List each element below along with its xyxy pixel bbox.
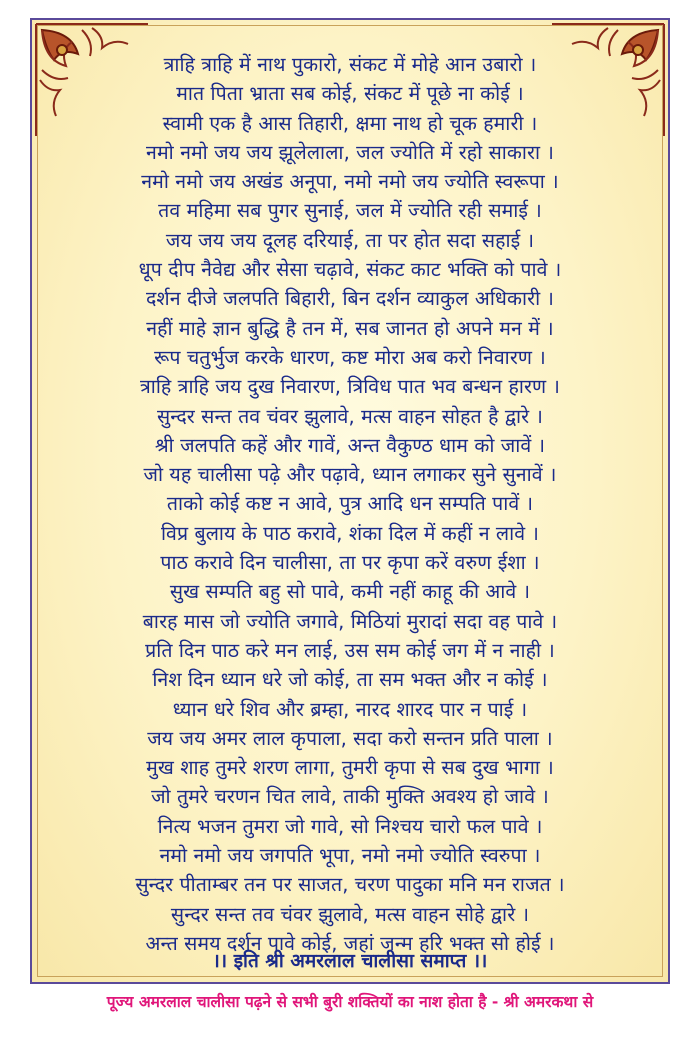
verse-line: सुन्दर पीताम्बर तन पर साजत, चरण पादुका मनि मन राजत । — [135, 873, 565, 897]
verse-line: धूप दीप नैवेद्य और सेसा चढ़ावे, संकट काट भक्ति को पावे । — [138, 258, 562, 282]
closing-line: ।। इति श्री अमरलाल चालीसा समाप्त ।। — [212, 950, 488, 972]
verse-line: सुख सम्पति बहु सो पावे, कमी नहीं काहू की आवे । — [169, 580, 531, 604]
verse-line: दर्शन दीजे जलपति बिहारी, बिन दर्शन व्याकुल अधिकारी । — [145, 287, 555, 311]
verse-line: जो तुमरे चरणन चित लावे, ताकी मुक्ति अवश्य हो जावे । — [151, 785, 549, 809]
verse-line: जो यह चालीसा पढ़े और पढ़ावे, ध्यान लगाकर सुने सुनावें । — [143, 463, 557, 487]
verse-line: अन्त समय दर्शन पावे कोई, जहां जन्म हरि भक्त सो होई । — [145, 931, 555, 955]
verse-line: मात पिता भ्राता सब कोई, संकट में पूछे ना कोई । — [176, 82, 524, 106]
verse-line: सुन्दर सन्त तव चंवर झुलावे, मत्स वाहन सोहे द्वारे । — [170, 902, 530, 926]
verse-line: श्री जलपति कहें और गावें, अन्त वैकुण्ठ धाम को जावें । — [154, 433, 546, 457]
chalisa-panel — [30, 18, 670, 984]
footer-note: पूज्य अमरलाल चालीसा पढ़ने से सभी बुरी शक्तियों का नाश होता है - श्री अमरकथा से — [106, 993, 594, 1011]
verse-line: जय जय जय दूलह दरियाई, ता पर होत सदा सहाई । — [165, 228, 535, 252]
verse-line: निश दिन ध्यान धरे जो कोई, ता सम भक्त और न कोई । — [152, 668, 548, 692]
verse-line: नहीं माहे ज्ञान बुद्धि है तन में, सब जानत हो अपने मन में । — [146, 316, 554, 340]
verse-line: नमो नमो जय जय झूलेलाला, जल ज्योति में रहो साकारा । — [146, 140, 554, 164]
verse-line: तव महिमा सब पुगर सुनाई, जल में ज्योति रही समाई । — [158, 199, 542, 223]
verse-line: जय जय अमर लाल कृपाला, सदा करो सन्तन प्रति पाला । — [147, 726, 553, 750]
verse-line: सुन्दर सन्त तव चंवर झुलावे, मत्स वाहन सोहत है द्वारे । — [156, 404, 544, 428]
verse-line: प्रति दिन पाठ करे मन लाई, उस सम कोई जग में न नाही । — [145, 638, 555, 662]
verse-line: ध्यान धरे शिव और ब्रम्हा, नारद शारद पार न पाई । — [172, 697, 528, 721]
verse-line: स्वामी एक है आस तिहारी, क्षमा नाथ हो चूक हमारी । — [162, 111, 538, 135]
verse-line: त्राहि त्राहि जय दुख निवारण, त्रिविध पात भव बन्धन हारण । — [139, 375, 561, 399]
verse-line: मुख शाह तुमरे शरण लागा, तुमरी कृपा से सब दुख भागा । — [146, 756, 554, 780]
verse-line: पाठ करावे दिन चालीसा, ता पर कृपा करें वरुण ईशा । — [160, 551, 540, 575]
verse-line: ताको कोई कष्ट न आवे, पुत्र आदि धन सम्पति पावें । — [166, 492, 534, 516]
verse-line: रूप चतुर्भुज करके धारण, कष्ट मोरा अब करो निवारण । — [154, 345, 546, 369]
verse-line: नित्य भजन तुमरा जो गावे, सो निश्चय चारो फल पावे । — [157, 814, 543, 838]
verse-list — [46, 50, 654, 958]
verse-line: त्राहि त्राहि में नाथ पुकारो, संकट में मोहे आन उबारो । — [163, 53, 537, 76]
verse-line: बारह मास जो ज्योति जगावे, मिठियां मुरादां सदा वह पावे । — [142, 609, 558, 633]
verse-line: नमो नमो जय अखंड अनूपा, नमो नमो जय ज्योति स्वरूपा । — [141, 170, 559, 194]
verse-line: विप्र बुलाय के पाठ करावे, शंका दिल में कहीं न लावे । — [160, 521, 540, 545]
verse-line: नमो नमो जय जगपति भूपा, नमो नमो ज्योति स्वरुपा । — [159, 844, 541, 868]
